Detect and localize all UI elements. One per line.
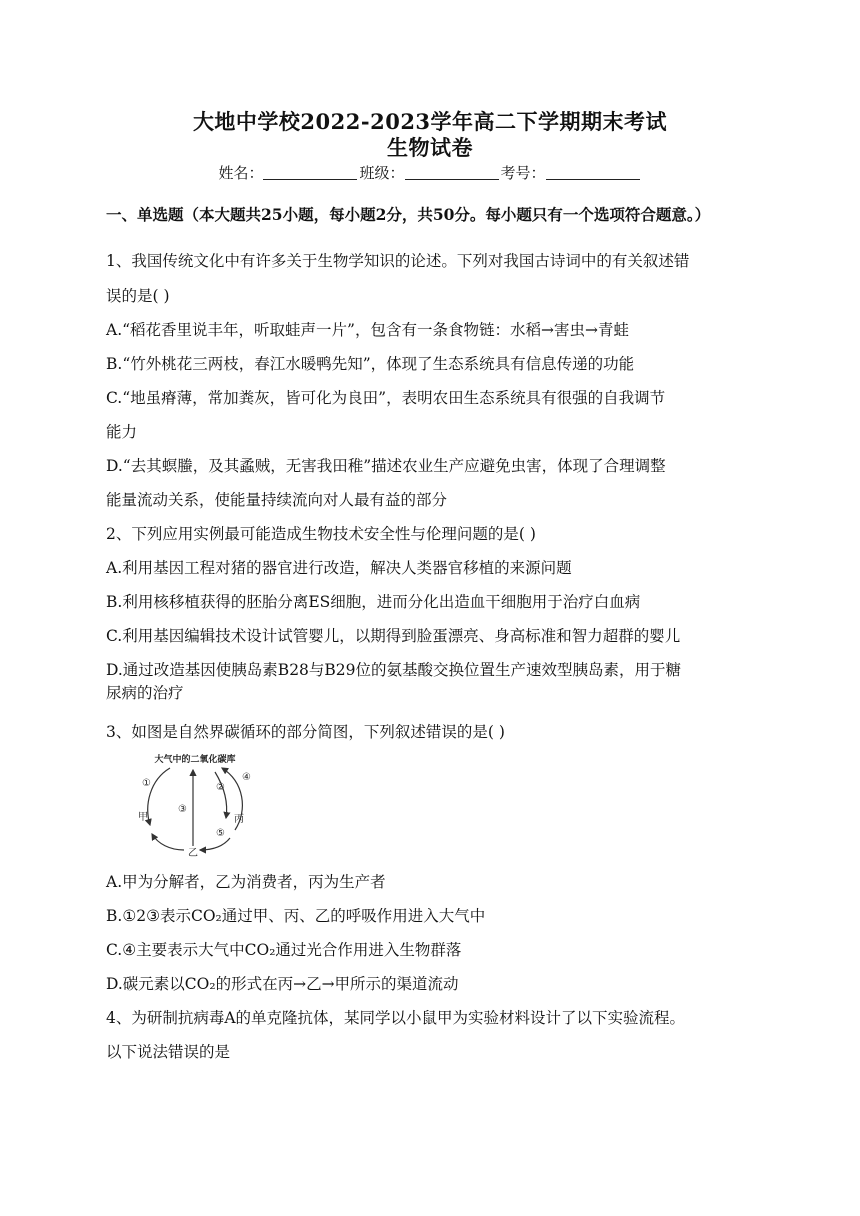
label-n5: ⑤ [216, 828, 225, 839]
q1-option-d-line1: D.“去其螟螣，及其蟊贼，无害我田稚”描述农业生产应避免虫害，体现了合理调整 [106, 457, 666, 475]
q4-stem-line2: 以下说法错误的是 [106, 1043, 231, 1061]
q1-stem-line2: 误的是( ) [106, 287, 170, 305]
q1-option-c-line2: 能力 [106, 423, 138, 441]
student-info-row [0, 162, 860, 183]
class-blank[interactable] [405, 165, 499, 180]
node-jia: 甲 [138, 812, 148, 823]
exam-no-label: 考号： [500, 164, 546, 182]
arrow-1 [148, 768, 170, 825]
label-n4: ④ [242, 772, 251, 783]
q2-option-c: C.利用基因编辑技术设计试管婴儿，以期得到脸蛋漂亮、身高标准和智力超群的婴儿 [106, 627, 681, 645]
exam-title: 大地中学校2022-2023学年高二下学期期末考试 [192, 109, 668, 134]
q1-option-b: B.“竹外桃花三两枝，春江水暖鸭先知”，体现了生态系统具有信息传递的功能 [106, 355, 635, 373]
q1-stem-line1: 1、我国传统文化中有许多关于生物学知识的论述。下列对我国古诗词中的有关叙述错 [106, 252, 690, 270]
name-blank[interactable] [263, 165, 357, 180]
q2-option-d-line1: D.通过改造基因使胰岛素B28与B29位的氨基酸交换位置生产速效型胰岛素，用于糖 [106, 661, 682, 679]
q1-option-c-line1: C.“地虽瘠薄，常加粪灰，皆可化为良田”，表明农田生态系统具有很强的自我调节 [106, 389, 666, 407]
exam-subject: 生物试卷 [387, 135, 473, 160]
q2-stem: 2、下列应用实例最可能造成生物技术安全性与伦理问题的是( ) [106, 525, 536, 543]
q2-option-b: B.利用核移植获得的胚胎分离ES细胞，进而分化出造血干细胞用于治疗白血病 [106, 593, 641, 611]
node-yi: 乙 [188, 848, 198, 858]
name-label: 姓名： [218, 164, 264, 182]
label-n1: ① [142, 778, 151, 789]
node-bing: 丙 [234, 814, 244, 825]
diagram-co2-pool-label: 大气中的二氧化碳库 [154, 755, 236, 765]
q2-option-d-line2: 尿病的治疗 [106, 684, 184, 702]
arrow-2 [215, 772, 227, 818]
exam-no-blank[interactable] [546, 165, 640, 180]
q3-option-b: B.①2③表示CO₂通过甲、丙、乙的呼吸作用进入大气中 [106, 907, 486, 925]
section-heading: 一、单选题（本大题共25小题，每小题2分，共50分。每小题只有一个选项符合题意。） [106, 205, 711, 224]
q1-option-a: A.“稻花香里说丰年，听取蛙声一片”，包含有一条食物链：水稻→害虫→青蛙 [106, 321, 629, 339]
q2-option-a: A.利用基因工程对猪的器官进行改造，解决人类器官移植的来源问题 [106, 559, 572, 577]
q3-option-c: C.④主要表示大气中CO₂通过光合作用进入生物群落 [106, 941, 462, 959]
q3-stem: 3、如图是自然界碳循环的部分简图，下列叙述错误的是( ) [106, 723, 505, 741]
arrow-5 [200, 838, 230, 850]
q1-option-d-line2: 能量流动关系，使能量持续流向对人最有益的部分 [106, 491, 448, 509]
carbon-cycle-diagram [130, 750, 260, 858]
arrow-yi-to-jia [152, 834, 184, 850]
q3-option-d: D.碳元素以CO₂的形式在丙→乙→甲所示的渠道流动 [106, 975, 459, 993]
label-n3: ③ [178, 804, 187, 815]
class-label: 班级： [359, 164, 405, 182]
q4-stem-line1: 4、为研制抗病毒A的单克隆抗体，某同学以小鼠甲为实验材料设计了以下实验流程。 [106, 1009, 686, 1027]
q3-option-a: A.甲为分解者，乙为消费者，丙为生产者 [106, 873, 386, 891]
label-n2: ② [216, 782, 225, 793]
